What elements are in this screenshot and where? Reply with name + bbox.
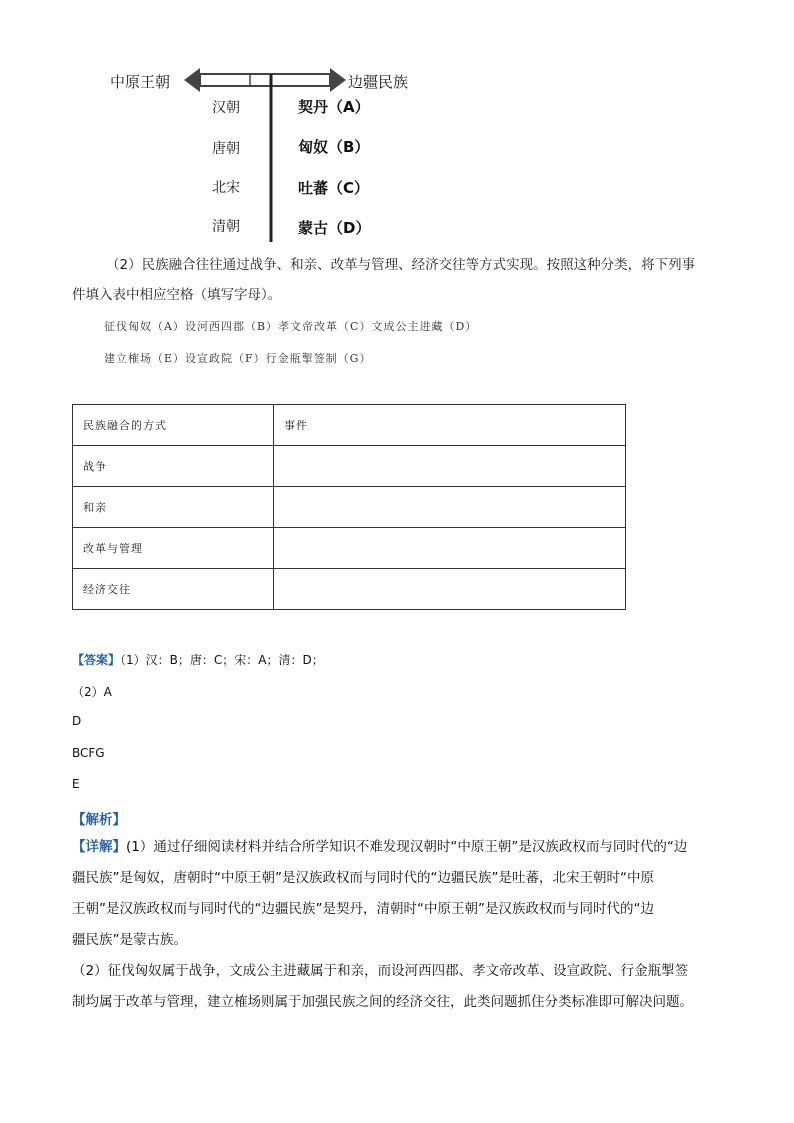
- analysis-p2-l2: 制均属于改革与管理，建立榷场则属于加强民族之间的经济交往，此类问题抓住分类标准即可解决问题。: [72, 994, 693, 1010]
- arrow-shaft: [200, 74, 330, 86]
- analysis-para1: [72, 832, 732, 1018]
- analysis-p1-l2: 疆民族”是匈奴，唐朝时“中原王朝”是汉族政权而与同时代的“边疆民族”是吐蕃，北宋王朝时“中原: [72, 870, 654, 886]
- fusion-table: [72, 404, 626, 610]
- table-row: [73, 446, 626, 487]
- table-row: [73, 569, 626, 610]
- analysis-p1-l1: 【详解】(1）通过仔细阅读材料并结合所学知识不难发现汉朝时“中原王朝”是汉族政权而与同时代的“边: [72, 839, 688, 855]
- answer-line5: E: [72, 777, 80, 791]
- row-label-war: 战争: [73, 446, 274, 487]
- question2-line2: 件填入表中相应空格（填写字母）。: [72, 287, 282, 303]
- dynasty-qing: 清朝: [212, 219, 240, 235]
- table-row: [73, 528, 626, 569]
- analysis-p2-l1: （2）征伐匈奴属于战争，文成公主进藏属于和亲，而设河西四郡、孝文帝改革、设宣政院、行金瓶掣签: [72, 963, 689, 979]
- dynasty-song: 北宋: [212, 180, 240, 196]
- events-line1: 征伐匈奴（A）设河西四郡（B）孝文帝改革（C）文成公主进藏（D）: [104, 320, 478, 333]
- right-arrowhead: [330, 68, 346, 92]
- people-mongol: 蒙古（D）: [298, 219, 371, 237]
- answer-text: （1）汉：B；唐：C；宋：A；清：D；: [120, 653, 324, 667]
- left-arrowhead: [184, 68, 200, 92]
- blank-cell[interactable]: [274, 569, 626, 610]
- blank-cell[interactable]: [274, 446, 626, 487]
- table-header-row: [73, 405, 626, 446]
- answer-tag: 【答案】: [72, 653, 121, 667]
- header-event: 事件: [274, 405, 626, 446]
- dynasty-tang: 唐朝: [212, 141, 240, 157]
- people-xiongnu: 匈奴（B）: [298, 138, 370, 156]
- answer-line2: （2）A: [72, 685, 112, 699]
- row-label-reform: 改革与管理: [73, 528, 274, 569]
- answer-line1: [72, 651, 324, 668]
- question2-line1: （2）民族融合往往通过战争、和亲、改革与管理、经济交往等方式实现。按照这种分类，将下列事: [106, 257, 696, 273]
- blank-cell[interactable]: [274, 528, 626, 569]
- answer-line3: D: [72, 714, 82, 728]
- dynasty-han: 汉朝: [212, 100, 240, 116]
- people-khitan: 契丹（A）: [298, 98, 370, 116]
- analysis-tag: 【解析】: [72, 812, 126, 828]
- dynasty-diagram: [100, 60, 440, 250]
- analysis-p1-l3: 王朝”是汉族政权而与同时代的“边疆民族”是契丹，清朝时“中原王朝”是汉族政权而与同时代的“边: [72, 901, 654, 917]
- analysis-p1-l4: 疆民族”是蒙古族。: [72, 932, 187, 948]
- left-label: 中原王朝: [110, 73, 171, 91]
- table-row: [73, 487, 626, 528]
- events-line2: 建立榷场（E）设宣政院（F）行金瓶掣签制（G）: [104, 352, 372, 365]
- header-method: 民族融合的方式: [73, 405, 274, 446]
- row-label-trade: 经济交往: [73, 569, 274, 610]
- row-label-heqin: 和亲: [73, 487, 274, 528]
- answer-line4: BCFG: [72, 746, 105, 760]
- right-label: 边疆民族: [348, 73, 409, 91]
- detail-tag: 【详解】: [72, 839, 126, 855]
- people-tubo: 吐蕃（C）: [298, 179, 370, 197]
- blank-cell[interactable]: [274, 487, 626, 528]
